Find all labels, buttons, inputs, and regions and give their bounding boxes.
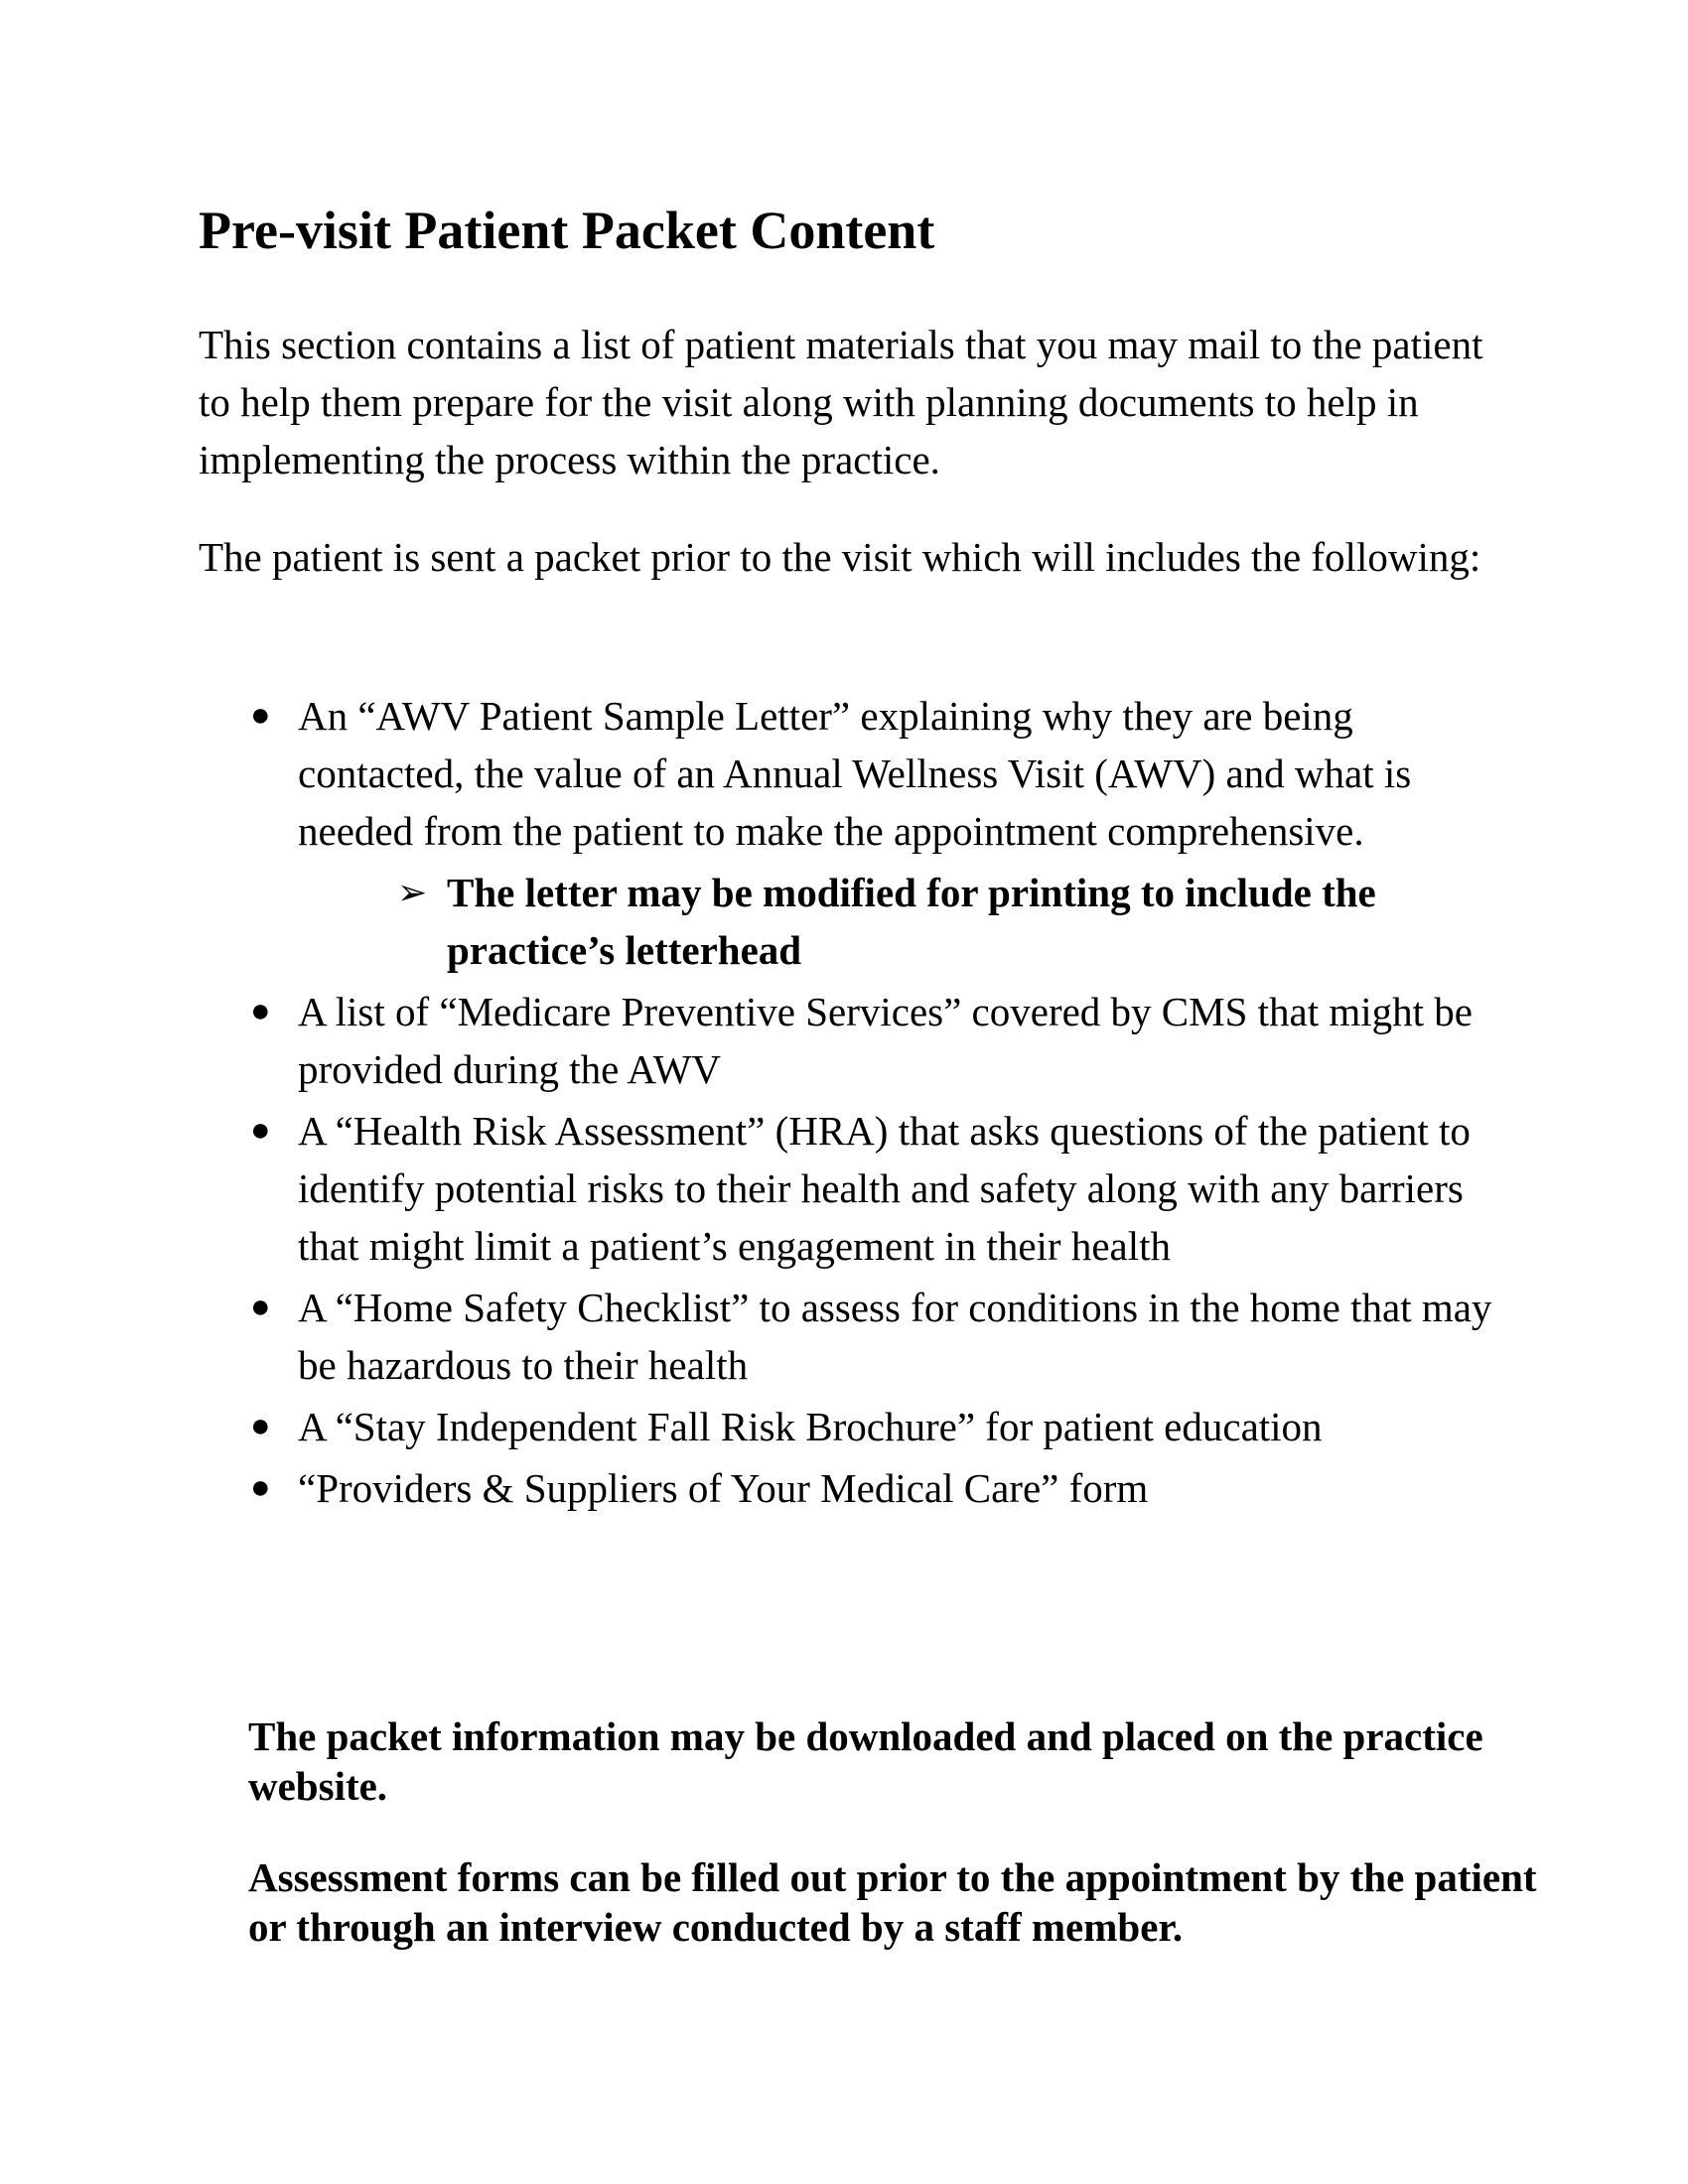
bullet-icon: ●: [250, 1112, 271, 1149]
list-item-text: A “Health Risk Assessment” (HRA) that asks questions of the patient to identify potential risks to their health and safety along with any barriers that might limit a patient’s engagement in their health: [298, 1108, 1471, 1269]
intro-paragraph: This section contains a list of patient materials that you may mail to the patient to help them prepare for the visit along with planning documents to help in implementing the process within the practice.: [199, 322, 1483, 482]
sub-list-item: [199, 864, 1509, 979]
list-item-text: A “Stay Independent Fall Risk Brochure” for patient education: [298, 1404, 1323, 1449]
list-item-text: A list of “Medicare Preventive Services” covered by CMS that might be provided during the AWV: [298, 989, 1473, 1092]
list-item-text: A “Home Safety Checklist” to assess for conditions in the home that may be hazardous to their health: [298, 1285, 1492, 1388]
document-page: [199, 0, 1537, 2184]
bullet-icon: ●: [250, 1289, 271, 1325]
bullet-icon: ●: [250, 697, 271, 734]
page-title: Pre-visit Patient Packet Content: [199, 201, 935, 260]
list-item: [199, 1459, 1509, 1517]
list-item: [199, 983, 1509, 1098]
lead-paragraph: The patient is sent a packet prior to the visit which will includes the following:: [199, 534, 1481, 580]
list-item-text: “Providers & Suppliers of Your Medical Care” form: [298, 1465, 1149, 1511]
website-note: The packet information may be downloaded and placed on the practice website.: [248, 1713, 1483, 1809]
assessment-note: Assessment forms can be filled out prior to the appointment by the patient or through an interview conducted by a staff member.: [248, 1854, 1537, 1950]
list-item: [199, 1398, 1509, 1455]
bullet-icon: ●: [250, 1408, 271, 1444]
packet-contents-list: [199, 687, 1509, 1521]
bullet-icon: ●: [250, 1469, 271, 1506]
list-item: [199, 1102, 1509, 1275]
sub-list-item-text: The letter may be modified for printing to include the practice’s letterhead: [447, 870, 1376, 973]
bullet-icon: ●: [250, 993, 271, 1029]
list-item: [199, 1279, 1509, 1394]
list-item-text: An “AWV Patient Sample Letter” explaining why they are being contacted, the value of an Annual Wellness Visit (AWV) and what is needed from the patient to make the appointment comprehensive.: [298, 693, 1412, 854]
list-item: [199, 687, 1509, 860]
arrow-bullet-icon: ➢: [397, 873, 428, 912]
